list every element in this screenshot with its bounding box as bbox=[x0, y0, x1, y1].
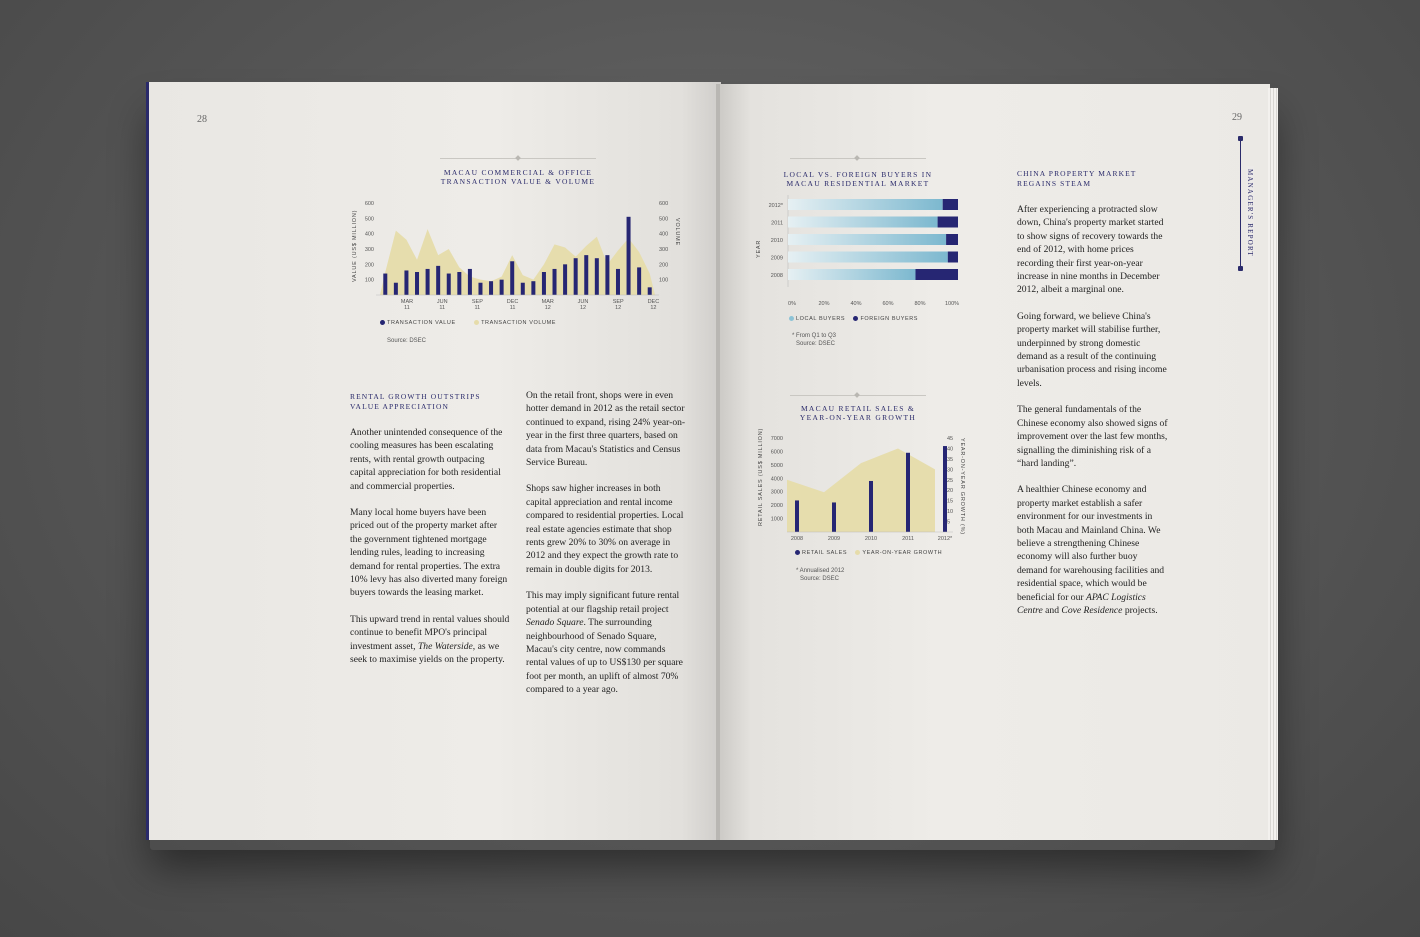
foreign-buyers-bar bbox=[916, 269, 959, 280]
chart1-left-tick-label: 400 bbox=[364, 231, 374, 238]
chart1-x-tick-month: MAR bbox=[400, 299, 414, 305]
transaction-value-bar bbox=[563, 264, 567, 295]
chart3-left-tick-label: 2000 bbox=[770, 503, 783, 510]
local-buyers-bar bbox=[788, 199, 943, 210]
transaction-value-bar bbox=[542, 272, 546, 295]
chart2-local-vs-foreign-buyers bbox=[755, 195, 965, 310]
transaction-value-bar bbox=[553, 269, 557, 295]
col3-paragraph-4: A healthier Chinese economy and property market establish a safer environment for our investments in both Macau and Mainland China. We believe a strengthening Chinese economy will also further buoy demand for warehousing facilities and residential space, which would be beneficial for our APAC Logistics Centre and Cove Residence projects. bbox=[1017, 484, 1165, 616]
chart1-transaction-value-volume bbox=[360, 195, 685, 320]
chart1-right-tick-label: 300 bbox=[659, 247, 669, 253]
chart2-year-label: 2010 bbox=[770, 238, 783, 244]
chart3-left-tick-label: 5000 bbox=[770, 462, 783, 469]
chart3-notes: * Annualised 2012 Source: DSEC bbox=[796, 568, 845, 582]
chart1-x-tick-year: 12 bbox=[615, 305, 622, 311]
chart3-right-tick-label: 10 bbox=[947, 509, 954, 516]
foreign-buyers-bar bbox=[943, 199, 958, 210]
chart1-right-tick-label: 100 bbox=[659, 277, 669, 284]
legend-local-buyers: LOCAL BUYERS bbox=[789, 316, 845, 322]
chart3-legend bbox=[795, 550, 942, 556]
chart1-x-tick-year: 11 bbox=[474, 305, 481, 311]
transaction-value-bar bbox=[521, 283, 525, 295]
transaction-volume-area bbox=[380, 229, 655, 295]
chart2-year-label: 2008 bbox=[770, 273, 783, 279]
chart1-x-tick-month: SEP bbox=[471, 299, 483, 305]
local-buyers-bar bbox=[788, 234, 946, 245]
foreign-buyers-bar bbox=[948, 252, 958, 263]
foreign-buyers-bar bbox=[946, 234, 958, 245]
chart1-x-tick-year: 11 bbox=[439, 305, 446, 311]
transaction-value-bar bbox=[637, 267, 641, 295]
page-number-right: 29 bbox=[1232, 112, 1242, 123]
chart1-left-tick-label: 100 bbox=[364, 277, 374, 284]
chart3-year-label: 2012* bbox=[937, 536, 953, 542]
chart1-left-tick-label: 200 bbox=[364, 262, 374, 269]
transaction-value-bar bbox=[616, 269, 620, 295]
transaction-value-bar bbox=[605, 255, 609, 295]
transaction-value-bar bbox=[468, 269, 472, 295]
legend-yoy-growth: YEAR-ON-YEAR GROWTH bbox=[855, 550, 942, 556]
chart1-left-axis-label: VALUE (US$ MILLION) bbox=[352, 209, 358, 282]
col1-paragraph-2: Many local home buyers have been priced out of the property market after the government tightened mortgage lending rules, leading to increasing demand for rental properties. The extra 10% levy has also diverted many foreign buyers towards the leasing market. bbox=[350, 507, 508, 599]
chart2-year-label: 2011 bbox=[771, 220, 783, 227]
chart1-x-tick-month: DEC bbox=[506, 299, 519, 305]
chart3-right-tick-label: 35 bbox=[947, 456, 954, 463]
chart2-x-tick-label: 100% bbox=[944, 301, 960, 307]
rental-growth-heading: RENTAL GROWTH OUTSTRIPS VALUE APPRECIATION bbox=[350, 392, 481, 411]
chart2-legend bbox=[789, 316, 918, 322]
chart2-year-label: 2012* bbox=[768, 203, 783, 209]
chart3-year-label: 2009 bbox=[827, 536, 841, 542]
chart3-year-label: 2008 bbox=[790, 536, 804, 542]
chart1-left-tick-label: 600 bbox=[364, 201, 374, 207]
col2-paragraph-3: This may imply significant future rental potential at our flagship retail project Senado Square. The surrounding neighbourhood of Senado Square, Macau's city centre, now commands rental values of up to US$130 per square foot per month, an uplift of almost 70% compared to a year ago. bbox=[526, 590, 683, 696]
col3-paragraph-2: Going forward, we believe China's property market will stabilise further, underpinned by strong domestic demand as a result of the continuing urbanisation process and rising income levels. bbox=[1017, 310, 1167, 389]
chart3-right-tick-label: 25 bbox=[947, 477, 954, 484]
chart1-legend bbox=[380, 320, 556, 326]
chart3-left-tick-label: 7000 bbox=[770, 436, 783, 442]
chart3-year-label: 2010 bbox=[864, 536, 878, 542]
chart2-x-tick-label: 80% bbox=[914, 301, 926, 307]
col1-paragraph-1: Another unintended consequence of the cooling measures has been escalating rents, with rental growth outpacing capital appreciation for both residential and commercial properties. bbox=[350, 427, 503, 492]
transaction-value-bar bbox=[457, 272, 461, 295]
transaction-value-bar bbox=[627, 217, 631, 295]
transaction-value-bar bbox=[447, 274, 451, 295]
transaction-value-bar bbox=[595, 258, 599, 295]
chart1-right-axis-label: VOLUME bbox=[674, 218, 680, 247]
retail-sales-bar bbox=[795, 500, 799, 532]
transaction-value-bar bbox=[574, 258, 578, 295]
chart1-x-tick-year: 11 bbox=[509, 305, 516, 311]
chart2-title: LOCAL VS. FOREIGN BUYERS IN MACAU RESIDENTIAL MARKET bbox=[783, 170, 933, 188]
legend-transaction-volume: TRANSACTION VOLUME bbox=[474, 320, 556, 326]
legend-retail-sales: RETAIL SALES bbox=[795, 550, 847, 556]
local-buyers-bar bbox=[788, 217, 938, 228]
chart3-right-tick-label: 30 bbox=[947, 467, 954, 474]
china-property-heading: CHINA PROPERTY MARKET REGAINS STEAM bbox=[1017, 169, 1137, 188]
chart3-left-tick-label: 1000 bbox=[770, 516, 783, 523]
legend-foreign-buyers: FOREIGN BUYERS bbox=[853, 316, 918, 322]
chart3-right-tick-label: 20 bbox=[947, 488, 954, 495]
chart1-x-tick-month: MAR bbox=[541, 299, 554, 305]
chart3-retail-sales-growth bbox=[765, 432, 965, 547]
chart3-year-label: 2011 bbox=[902, 536, 914, 542]
chart1-left-tick-label: 300 bbox=[364, 247, 374, 253]
left-column-1 bbox=[350, 426, 510, 680]
transaction-value-bar bbox=[394, 283, 398, 295]
transaction-value-bar bbox=[648, 287, 652, 295]
local-buyers-bar bbox=[788, 252, 948, 263]
chart2-year-label: 2009 bbox=[770, 255, 783, 262]
transaction-value-bar bbox=[383, 274, 387, 295]
chart1-right-tick-label: 500 bbox=[659, 216, 669, 223]
chart3-left-tick-label: 4000 bbox=[770, 476, 783, 483]
chart3-right-tick-label: 15 bbox=[947, 498, 954, 505]
transaction-value-bar bbox=[415, 272, 419, 295]
page-number-left: 28 bbox=[197, 114, 207, 125]
chart1-x-tick-month: SEP bbox=[612, 299, 624, 305]
chart3-title: MACAU RETAIL SALES & YEAR-ON-YEAR GROWTH bbox=[799, 404, 917, 422]
transaction-value-bar bbox=[500, 280, 504, 295]
chart1-right-tick-label: 600 bbox=[659, 201, 669, 207]
chart1-x-tick-year: 12 bbox=[650, 305, 657, 311]
transaction-value-bar bbox=[531, 281, 535, 295]
retail-sales-bar bbox=[906, 453, 910, 532]
chart1-left-tick-label: 500 bbox=[364, 216, 374, 223]
retail-sales-bar bbox=[869, 481, 873, 532]
transaction-value-bar bbox=[436, 266, 440, 295]
chart2-notes: * From Q1 to Q3 Source: DSEC bbox=[792, 333, 837, 347]
col2-paragraph-2: Shops saw higher increases in both capital appreciation and rental income compared to residential properties. Local real estate agencies estimate that shop rents grew 20% to 30% on average in 2012 and they expect the growth rate to remain in double digits for 2013. bbox=[526, 483, 684, 575]
local-buyers-bar bbox=[788, 269, 916, 280]
section-side-tab bbox=[1236, 136, 1254, 276]
chart3-left-axis-label: RETAIL SALES (US$ MILLION) bbox=[758, 427, 764, 526]
chart1-source: Source: DSEC bbox=[387, 338, 427, 344]
legend-transaction-value: TRANSACTION VALUE bbox=[380, 320, 456, 326]
chart2-y-axis-label: YEAR bbox=[756, 239, 762, 258]
chart2-x-tick-label: 20% bbox=[818, 301, 830, 307]
chart1-right-tick-label: 400 bbox=[659, 231, 669, 238]
chart2-x-tick-label: 40% bbox=[850, 301, 862, 307]
transaction-value-bar bbox=[478, 283, 482, 295]
chart1-x-tick-month: JUN bbox=[577, 299, 589, 305]
retail-sales-bar bbox=[832, 502, 836, 532]
foreign-buyers-bar bbox=[938, 217, 958, 228]
side-tab-label: MANAGER'S REPORT bbox=[1246, 166, 1254, 260]
transaction-value-bar bbox=[404, 270, 408, 295]
transaction-value-bar bbox=[426, 269, 430, 295]
chart1-x-tick-month: DEC bbox=[647, 299, 660, 305]
col2-paragraph-1: On the retail front, shops were in even hotter demand in 2012 as the retail sector continued to expand, rising 24% year-on-year in the first three quarters, based on data from Macau's Statistics and Census Service Bureau. bbox=[526, 390, 686, 469]
chart1-right-tick-label: 200 bbox=[659, 262, 669, 269]
left-column-2 bbox=[526, 389, 686, 710]
chart2-x-tick-label: 0% bbox=[788, 301, 796, 307]
transaction-value-bar bbox=[510, 261, 514, 295]
right-column bbox=[1017, 203, 1169, 630]
chart3-left-tick-label: 3000 bbox=[770, 489, 783, 496]
transaction-value-bar bbox=[584, 255, 588, 295]
chart3-right-tick-label: 45 bbox=[947, 436, 954, 442]
chart3-right-tick-label: 40 bbox=[947, 446, 954, 453]
col3-paragraph-3: The general fundamentals of the Chinese economy also showed signs of improvement over the last few months, signalling the diminishing risk of a “hard landing”. bbox=[1017, 404, 1168, 469]
chart1-x-tick-year: 11 bbox=[404, 305, 410, 311]
chart3-right-tick-label: 5 bbox=[947, 519, 951, 526]
yoy-growth-area bbox=[787, 448, 935, 532]
chart1-title: MACAU COMMERCIAL & OFFICE TRANSACTION VALUE & VOLUME bbox=[440, 168, 596, 186]
transaction-value-bar bbox=[489, 281, 493, 295]
chart1-x-tick-month: JUN bbox=[436, 299, 448, 305]
chart2-x-tick-label: 60% bbox=[882, 301, 894, 307]
chart3-left-tick-label: 6000 bbox=[770, 449, 783, 456]
col3-paragraph-1: After experiencing a protracted slow down, China's property market started to show signs of recovery towards the end of 2012, with home prices recording their first year-on-year increase in nine months in December 2012, albeit a marginal one. bbox=[1017, 204, 1164, 296]
chart3-right-axis-label: YEAR-ON-YEAR GROWTH (%) bbox=[959, 438, 965, 535]
chart1-x-tick-year: 12 bbox=[544, 305, 551, 311]
chart1-x-tick-year: 12 bbox=[579, 305, 587, 311]
col1-paragraph-3: This upward trend in rental values should continue to benefit MPO's principal investment asset, The Waterside, as we seek to maximise yields on the property. bbox=[350, 613, 510, 666]
